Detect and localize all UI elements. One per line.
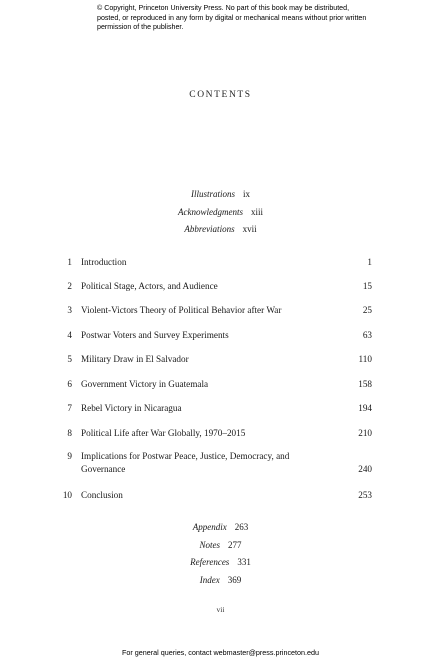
chapter-page: 194 [358,403,372,413]
copyright-notice: © Copyright, Princeton University Press. No part of this book may be distributed, posted, or reproduced in any form by digital or mechanical means without prior written permission of the publisher. [97,4,367,32]
front-matter-item [0,204,441,222]
back-matter-item [0,537,441,555]
chapter-page: 158 [358,379,372,389]
back-matter-title: References [190,557,230,567]
front-matter-title: Abbreviations [184,224,235,234]
footer-notice: For general queries, contact webmaster@press.princeton.edu [121,648,320,657]
chapter-title: Introduction [81,257,127,267]
chapter-page: 1 [367,257,372,267]
chapter-number: 2 [67,281,72,291]
chapter-page: 110 [358,354,372,364]
front-matter-item [0,221,441,239]
contents-heading: CONTENTS [189,90,252,100]
front-matter-page: xvii [242,224,257,234]
chapter-number: 3 [67,305,72,315]
chapter-number: 7 [67,403,72,413]
chapter-title: Violent-Victors Theory of Political Behavior after War [81,305,282,315]
chapter-title: Rebel Victory in Nicaragua [81,403,182,413]
chapter-number: 9 [67,451,72,461]
front-matter-title: Acknowledgments [178,206,243,217]
front-matter-title: Illustrations [190,189,235,199]
back-matter-page: 277 [228,539,242,550]
chapter-number: 8 [67,428,72,438]
back-matter-page: 331 [237,557,251,567]
chapter-title: Political Stage, Actors, and Audience [81,281,218,291]
chapter-number: 10 [62,490,72,500]
back-matter-title: Notes [199,539,220,550]
front-matter-list [0,186,441,239]
chapter-title: Political Life after War Globally, 1970–2015 [81,428,246,438]
front-matter-item [0,186,441,204]
chapter-page: 253 [358,490,372,500]
chapter-page: 25 [362,305,372,315]
back-matter-title: Appendix [192,522,227,532]
back-matter-title: Index [199,574,220,585]
chapter-title: Conclusion [81,490,123,500]
back-matter-page: 263 [234,522,249,532]
back-matter-page: 369 [227,574,242,585]
page-folio: vii [216,605,225,614]
back-matter-item [0,554,441,572]
chapter-page: 63 [362,330,372,340]
chapter-number: 1 [67,257,72,267]
back-matter-item [0,572,441,590]
chapter-title: Implications for Postwar Peace, Justice, Democracy, and Governance [81,451,290,474]
chapter-page: 210 [358,428,372,438]
back-matter-list [0,519,441,589]
chapter-title: Postwar Voters and Survey Experiments [81,330,229,340]
chapter-title: Military Draw in El Salvador [81,354,189,364]
chapter-page: 15 [362,281,372,291]
chapter-page: 240 [358,464,372,474]
front-matter-page: ix [243,189,251,199]
chapter-number: 5 [67,354,72,364]
chapter-number: 4 [67,330,72,340]
front-matter-page: xiii [250,206,263,217]
back-matter-item [0,519,441,537]
chapter-title: Government Victory in Guatemala [81,379,209,389]
chapter-number: 6 [67,379,72,389]
